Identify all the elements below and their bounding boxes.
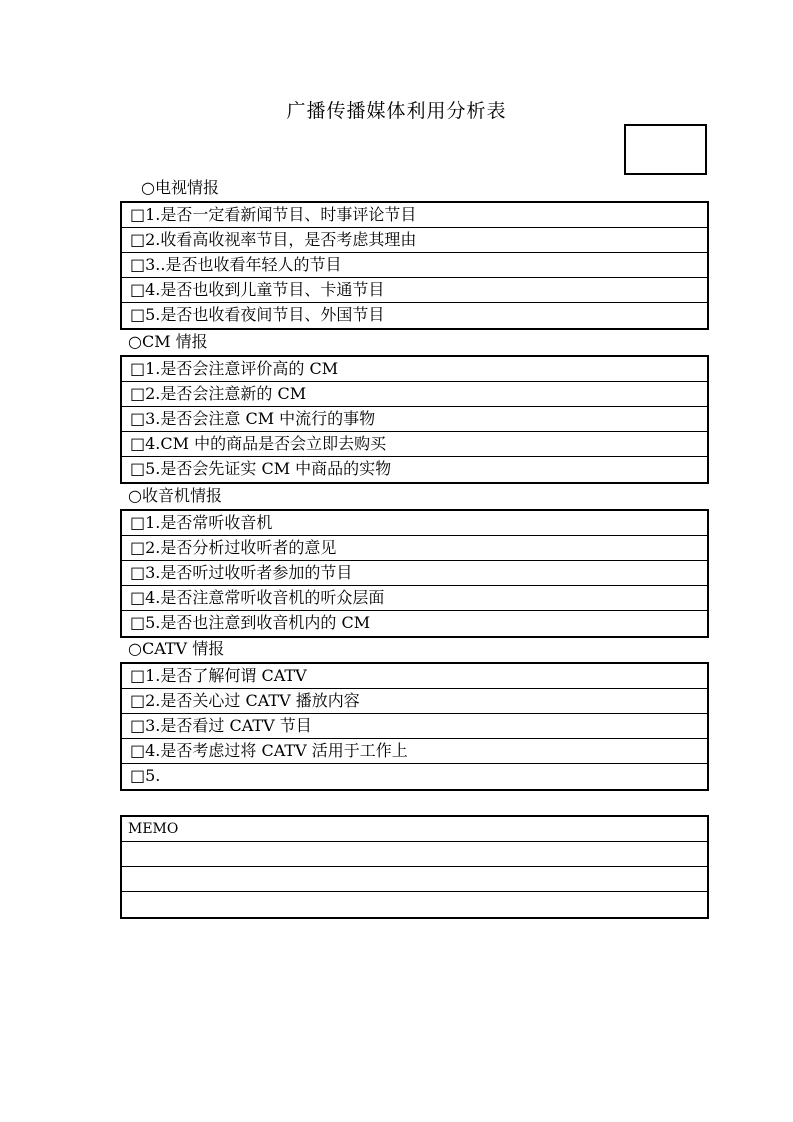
checklist-item[interactable]: □3.是否会注意 CM 中流行的事物: [122, 407, 707, 432]
checklist-item[interactable]: □3.是否看过 CATV 节目: [122, 714, 707, 739]
checklist-item[interactable]: □5.是否会先证实 CM 中商品的实物: [130, 459, 392, 478]
checklist-table-radio: [120, 509, 709, 638]
checklist-item[interactable]: □1.是否常听收音机: [122, 511, 707, 536]
checklist-item[interactable]: □5.是否也收看夜间节目、外国节目: [130, 305, 385, 324]
section-heading-cm: ○CM 情报: [128, 332, 208, 351]
checklist-item[interactable]: □1.是否一定看新闻节目、时事评论节目: [122, 203, 707, 228]
checklist-item[interactable]: □1.是否了解何谓 CATV: [122, 664, 707, 689]
checklist-item[interactable]: □4.是否也收到儿童节目、卡通节目: [122, 278, 707, 303]
checklist-item[interactable]: □4.是否考虑过将 CATV 活用于工作上: [122, 739, 707, 764]
checklist-item[interactable]: □2.收看高收视率节目，是否考虑其理由: [122, 228, 707, 253]
page-title: 广播传播媒体利用分析表: [286, 100, 507, 122]
section-heading-catv: ○CATV 情报: [128, 639, 225, 658]
section-heading-radio: ○收音机情报: [128, 486, 222, 505]
checklist-item[interactable]: □3..是否也收看年轻人的节目: [122, 253, 707, 278]
section-heading-tv: ○电视情报: [141, 178, 219, 197]
checklist-table-tv: [120, 201, 709, 330]
checklist-item[interactable]: □5.是否也注意到收音机内的 CM: [130, 613, 371, 632]
checklist-item[interactable]: □2.是否关心过 CATV 播放内容: [122, 689, 707, 714]
checklist-item[interactable]: □2.是否会注意新的 CM: [122, 382, 707, 407]
memo-line[interactable]: [122, 892, 707, 917]
memo-line[interactable]: [122, 867, 707, 892]
checklist-item[interactable]: □4.是否注意常听收音机的听众层面: [122, 586, 707, 611]
checklist-table-cm: [120, 355, 709, 484]
checklist-item[interactable]: □3.是否听过收听者参加的节目: [122, 561, 707, 586]
stamp-box: [624, 124, 707, 175]
checklist-item[interactable]: □1.是否会注意评价高的 CM: [122, 357, 707, 382]
checklist-item[interactable]: □4.CM 中的商品是否会立即去购买: [122, 432, 707, 457]
memo-table: [120, 815, 709, 919]
checklist-item[interactable]: □2.是否分析过收听者的意见: [122, 536, 707, 561]
checklist-item[interactable]: □5.: [130, 766, 161, 785]
memo-label: MEMO: [122, 817, 707, 842]
memo-line[interactable]: [122, 842, 707, 867]
checklist-table-catv: [120, 662, 709, 791]
